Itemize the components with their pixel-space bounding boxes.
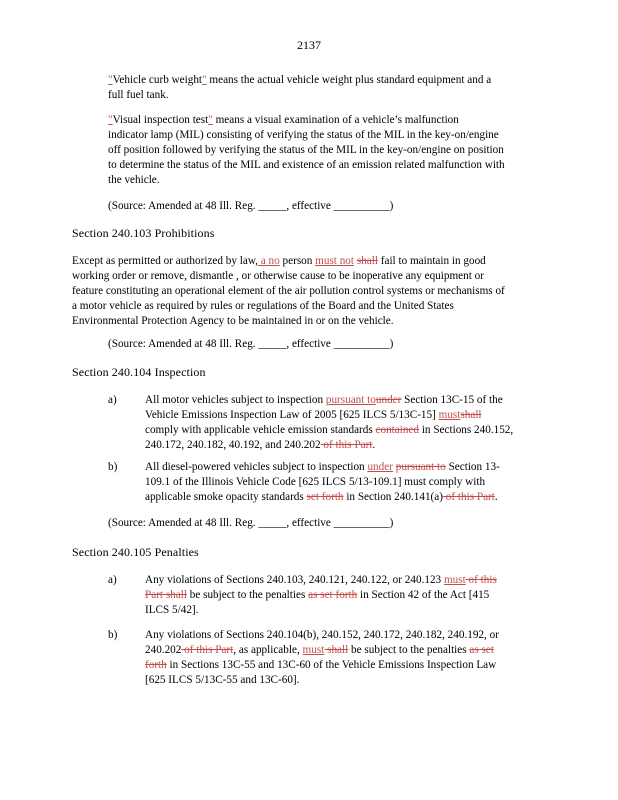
s104-text: Section 13-: [445, 461, 500, 473]
del-as-set-forth: as set forth: [308, 589, 358, 601]
vis-line-5: the vehicle.: [108, 174, 160, 186]
source-note-1: (Source: Amended at 48 Ill. Reg. _____, effective __________): [108, 200, 394, 212]
s105-item-a: [145, 573, 545, 618]
list-label-b: b): [108, 461, 118, 473]
s103-line-1: [72, 254, 552, 269]
del-of-this-part: of this Part: [320, 439, 373, 451]
page-number: 2137: [297, 38, 321, 52]
s105-text: Any violations of Sections 240.103, 240.121, 240.122, or 240.123: [145, 574, 444, 586]
s104-text: Section 13C-15 of the: [401, 394, 503, 406]
s103-text: , or otherwise cause to be inoperative any equipment or: [236, 270, 484, 282]
list-label-a: a): [108, 394, 117, 406]
s104b-line-1: [145, 460, 545, 475]
vis-term: Visual inspection test: [112, 114, 209, 126]
s105a-line-2: [145, 588, 545, 603]
s105b-line-2: [145, 643, 545, 658]
s104-text: .: [372, 439, 376, 451]
s105-text: in Sections 13C-55 and 13C-60 of the Vehicle Emissions Inspection Law: [166, 659, 497, 671]
s104b-line-2: 109.1 of the Illinois Vehicle Code [625 ILCS 5/13-109.1] must comply with: [145, 476, 486, 488]
s104-text: Vehicle Emissions Inspection Law of 2005 [625 ILCS 5/13C-15]: [145, 409, 439, 421]
s104-text: All diesel-powered vehicles subject to inspection: [145, 461, 368, 473]
s105b-line-4: [625 ILCS 5/13C-55 and 13C-60].: [145, 674, 300, 686]
section-heading-105: Section 240.105 Penalties: [72, 545, 199, 559]
ins-must: must: [443, 574, 466, 586]
del-shall: shall: [356, 255, 378, 267]
s103-text: person: [279, 255, 316, 267]
s105a-line-3: ILCS 5/42].: [145, 604, 199, 616]
s103-line-2: [72, 269, 552, 284]
del-part-shall: Part shall: [145, 589, 187, 601]
s105a-line-1: [145, 573, 545, 588]
del-of-this-part: of this Part: [181, 644, 234, 656]
ins-under: under: [367, 461, 393, 473]
source-note-3: (Source: Amended at 48 Ill. Reg. _____, effective __________): [108, 517, 394, 529]
curb-line-2: full fuel tank.: [108, 89, 169, 101]
definition-curb-weight: [108, 73, 548, 103]
s103-text: working order or remove, dismantle: [72, 270, 234, 282]
section-heading-104: Section 240.104 Inspection: [72, 365, 206, 379]
del-of-this-part: of this Part: [442, 491, 495, 503]
s104-item-a: [145, 393, 545, 453]
del-contained: contained: [375, 424, 420, 436]
s105-item-b: [145, 628, 545, 688]
s104-text: .: [494, 491, 498, 503]
s104b-line-3: [145, 490, 545, 505]
s105-text: be subject to the penalties: [348, 644, 470, 656]
curb-text: means the actual vehicle weight plus standard equipment and a: [206, 74, 492, 86]
s105-text: , as applicable,: [233, 644, 303, 656]
s103-text: fail to maintain in good: [377, 255, 486, 267]
vis-text: means a visual examination of a vehicle’s malfunction: [215, 114, 459, 126]
s105b-line-3: [145, 658, 545, 673]
s104a-line-4: [145, 438, 545, 453]
s103-line-3: feature constituting an operational element of the air pollution control systems or mechanisms of: [72, 285, 505, 297]
del-shall: shall: [324, 644, 349, 656]
s105-text: in Section 42 of the Act [415: [357, 589, 490, 601]
s104-text: in Section 240.141(a): [343, 491, 443, 503]
ins-quote-open: ": [108, 114, 113, 126]
del-set-forth: set forth: [306, 491, 344, 503]
s104-text: All motor vehicles subject to inspection: [145, 394, 326, 406]
s104-item-b: [145, 460, 545, 505]
s103-text: Except as permitted or authorized by law,: [72, 255, 258, 267]
list-label-b: b): [108, 629, 118, 641]
vis-line-3: off position followed by verifying the status of the MIL in the key-on/engine on position: [108, 144, 504, 156]
s104-text: comply with applicable vehicle emission standards: [145, 424, 376, 436]
s104-text: applicable smoke opacity standards: [145, 491, 307, 503]
ins-must: must: [302, 644, 325, 656]
source-note-2: (Source: Amended at 48 Ill. Reg. _____, effective __________): [108, 338, 394, 350]
section-heading-103: Section 240.103 Prohibitions: [72, 226, 215, 240]
s104a-line-2: [145, 408, 545, 423]
ins-must: must: [438, 409, 461, 421]
curb-line-1: [108, 73, 548, 88]
s103-line-4: a motor vehicle as required by rules or regulations of the Board and the United States: [72, 300, 454, 312]
definition-visual-inspection: [108, 113, 548, 188]
vis-line-1: [108, 113, 548, 128]
s105-text: be subject to the penalties: [186, 589, 309, 601]
del-under: under: [375, 394, 402, 406]
s105-text: 240.202: [145, 644, 182, 656]
del-forth: forth: [145, 659, 167, 671]
ins-quote-open: ": [108, 74, 113, 86]
s104a-line-1: [145, 393, 545, 408]
del-pursuant-to: pursuant to: [395, 461, 446, 473]
vis-line-2: indicator lamp (MIL) consisting of verifying the status of the MIL in the key-on/engine: [108, 129, 499, 141]
s103-line-5: Environmental Protection Agency to be maintained in or on the vehicle.: [72, 315, 394, 327]
del-as-set: as set: [469, 644, 494, 656]
ins-quote-close: ": [208, 114, 213, 126]
s104a-line-3: [145, 423, 545, 438]
curb-term: Vehicle curb weight: [112, 74, 203, 86]
ins-a-no: a no: [257, 255, 280, 267]
vis-line-4: to determine the status of the MIL and existence of an emission related malfunction with: [108, 159, 505, 171]
s104-text: in Sections 240.152,: [419, 424, 514, 436]
s104-text: 240.172, 240.182, 40.192, and 240.202: [145, 439, 321, 451]
del-of-this: of this: [465, 574, 497, 586]
s105b-line-1: Any violations of Sections 240.104(b), 240.152, 240.172, 240.182, 240.192, or: [145, 629, 499, 641]
ins-pursuant-to: pursuant to: [325, 394, 376, 406]
del-shall: shall: [460, 409, 482, 421]
ins-must-not: must not: [315, 255, 355, 267]
section-103-body: [72, 254, 552, 329]
list-label-a: a): [108, 574, 117, 586]
ins-quote-close: ": [202, 74, 207, 86]
